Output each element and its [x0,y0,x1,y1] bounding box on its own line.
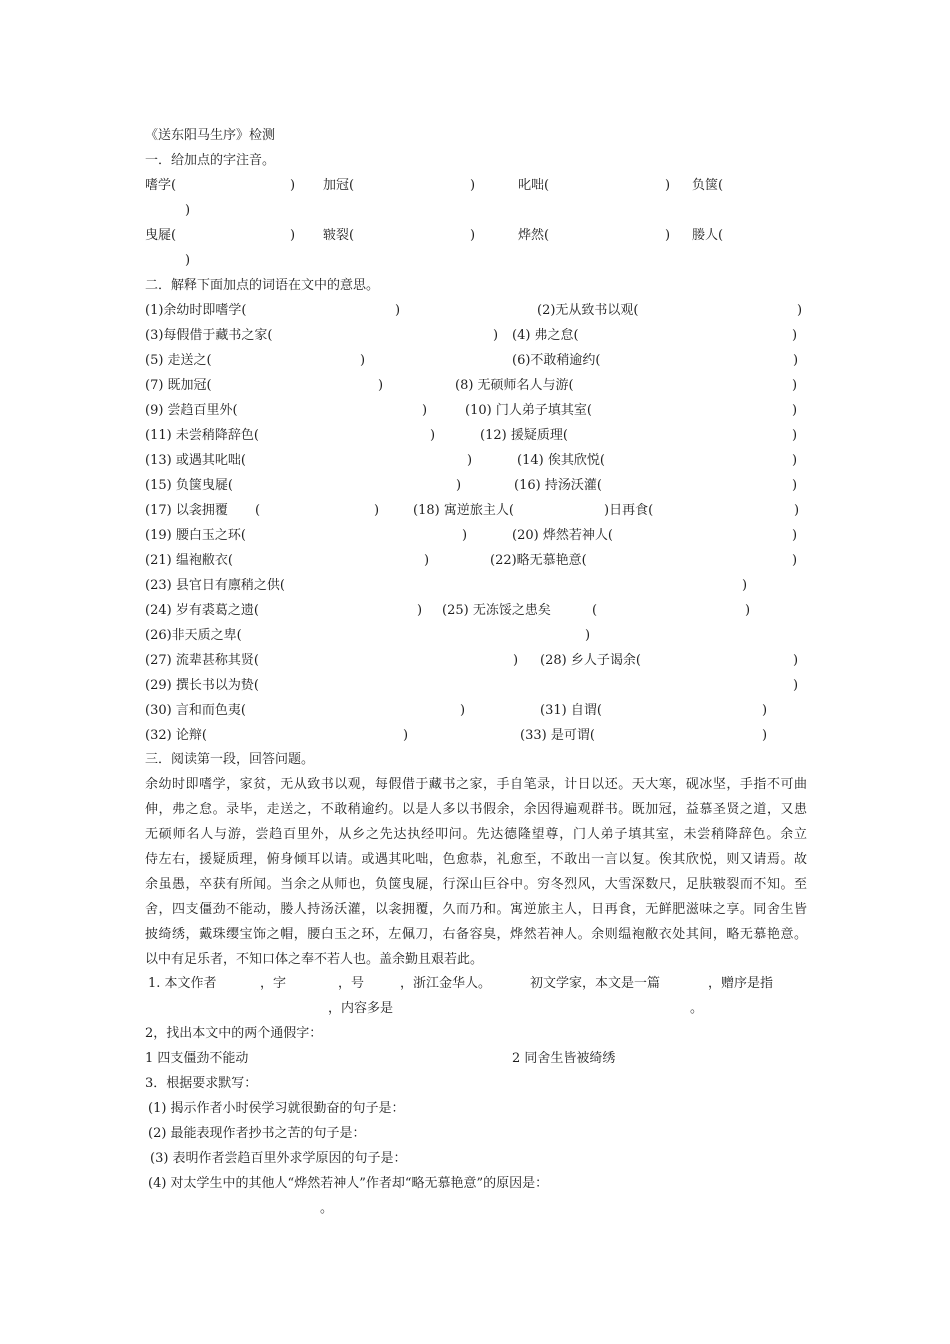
passage-line: 舍，四支僵劲不能动，媵人持汤沃灌，以衾拥覆，久而乃和。寓逆旅主人，日再食，无鲜肥滋味之享。同舍生皆 [145,902,807,917]
phonetic-blank-close: ) [665,228,671,243]
definition-row-7-seg-4: ) [792,453,798,468]
q1-origin: ，浙江金华人。 [400,976,492,991]
passage-line: 披绮绣，戴珠缨宝饰之帽，腰白玉之环，左佩刀，右备容臭，烨然若神人。余则缊袍敝衣处其间，略无慕艳意。 [145,927,807,942]
definition-row-4-seg-2: ) [378,378,384,393]
definition-row-13-seg-3: (25) 无冻馁之患矣 [442,603,551,618]
definition-row-2-seg-2: ) [493,328,499,343]
definition-row-1-seg-4: ) [797,303,803,318]
q2-heading: 2，找出本文中的两个通假字： [145,1026,323,1041]
definition-row-1-seg-3: (2)无从致书以观( [537,303,639,318]
q3-item-4: (4) 对太学生中的其他人“烨然若神人”作者却“略无慕艳意”的原因是： [148,1176,549,1191]
definition-row-6-seg-4: ) [792,428,798,443]
q3-item-3: (3) 表明作者尝趋百里外求学原因的句子是： [150,1151,407,1166]
phonetic-blank-close: ) [470,228,476,243]
section-3-heading: 三．阅读第一段，回答问题。 [145,752,315,767]
definition-row-6-seg-3: (12) 援疑质理( [480,428,568,443]
definition-row-9-seg-1: (17) 以衾拥覆 [145,503,228,518]
definition-row-18-seg-1: (32) 论辩( [145,728,207,743]
definition-row-16-seg-1: (29) 撰长书以为贽( [145,678,259,693]
definition-row-5-seg-2: ) [422,403,428,418]
definition-row-15-seg-3: (28) 乡人子谒余( [540,653,641,668]
phonetic-item-2-2: 皲裂( [323,228,355,243]
definition-row-10-seg-2: ) [462,528,468,543]
q1-genre-label: 初文学家，本文是一篇 [530,976,661,991]
definition-row-7-seg-1: (13) 或遇其叱咄( [145,453,246,468]
definition-row-17-seg-1: (30) 言和而色夷( [145,703,246,718]
definition-row-3-seg-2: ) [360,353,366,368]
definition-row-17-seg-2: ) [460,703,466,718]
definition-row-5-seg-4: ) [792,403,798,418]
definition-row-12-seg-2: ) [742,578,748,593]
q1-hao-label: ，号 [338,976,365,991]
definition-row-9-seg-5: )日再食( [604,503,654,518]
definition-row-4-seg-3: (8) 无硕师名人与游( [455,378,574,393]
definition-row-2-seg-1: (3)每假借于藏书之家( [145,328,273,343]
phonetic-blank-close: ) [185,253,191,268]
q1-end: 。 [690,1001,704,1016]
phonetic-item-2-4: 媵人( [692,228,724,243]
section-2-heading: 二．解释下面加点的词语在文中的意思。 [145,278,380,293]
passage-line: 余虽愚，卒获有所闻。当余之从师也，负箧曳屣，行深山巨谷中。穷冬烈风，大雪深数尺，足肤皲裂而不知。至 [145,877,807,892]
definition-row-7-seg-2: ) [467,453,473,468]
phonetic-blank-close: ) [665,178,671,193]
definition-row-17-seg-4: ) [762,703,768,718]
definition-row-11-seg-3: (22)略无慕艳意( [490,553,587,568]
definition-row-6-seg-2: ) [430,428,436,443]
definition-row-3-seg-4: ) [793,353,799,368]
definition-row-15-seg-4: ) [793,653,799,668]
definition-row-9-seg-6: ) [794,503,800,518]
definition-row-8-seg-4: ) [792,478,798,493]
phonetic-item-1-3: 叱咄( [518,178,550,193]
q3-item-2: (2) 最能表现作者抄书之苦的句子是： [148,1126,366,1141]
passage-line: 伸，弗之怠。录毕，走送之，不敢稍逾约。以是人多以书假余，余因得遍观群书。既加冠，益慕圣贤之道，又患 [145,802,807,817]
definition-row-14-seg-2: ) [585,628,591,643]
q3-heading: 3．根据要求默写： [145,1076,258,1091]
q3-item-1: (1) 揭示作者小时侯学习就很勤奋的句子是： [148,1101,405,1116]
phonetic-item-1-2: 加冠( [323,178,355,193]
definition-row-2-seg-3: (4) 弗之怠( [512,328,579,343]
q1-author-label: 1. 本文作者 [148,976,217,991]
definition-row-6-seg-1: (11) 未尝稍降辞色( [145,428,259,443]
definition-row-17-seg-3: (31) 自谓( [540,703,602,718]
section-1-heading: 一．给加点的字注音。 [145,153,276,168]
definition-row-10-seg-4: ) [792,528,798,543]
definition-row-11-seg-2: ) [424,553,430,568]
definition-row-10-seg-3: (20) 烨然若神人( [512,528,613,543]
phonetic-item-2-1: 曳屣( [145,228,177,243]
reading-passage [145,772,807,972]
definition-row-3-seg-1: (5) 走送之( [145,353,212,368]
definition-row-5-seg-3: (10) 门人弟子填其室( [465,403,592,418]
passage-line: 侍左右，援疑质理，俯身倾耳以请。或遇其叱咄，色愈恭，礼愈至，不敢出一言以复。俟其欣悦，则又请焉。故 [145,852,807,867]
phonetic-item-1-4: 负箧( [692,178,724,193]
definition-row-14-seg-1: (26)非天质之卑( [145,628,242,643]
definition-row-13-seg-2: ) [417,603,423,618]
passage-line: 以中有足乐者，不知口体之奉不若人也。盖余勤且艰若此。 [145,952,484,967]
q1-content-label: ，内容多是 [328,1001,394,1016]
q2-item-1: 1 四支僵劲不能动 [145,1051,249,1066]
q2-item-2: 2 同舍生皆被绮绣 [512,1051,616,1066]
definition-row-8-seg-2: ) [456,478,462,493]
definition-row-18-seg-4: ) [762,728,768,743]
definition-row-1-seg-2: ) [395,303,401,318]
definition-row-13-seg-1: (24) 岁有裘葛之遗( [145,603,259,618]
definition-row-12-seg-1: (23) 县官日有廪稍之供( [145,578,285,593]
definition-row-4-seg-1: (7) 既加冠( [145,378,212,393]
definition-row-1-seg-1: (1)余幼时即嗜学( [145,303,247,318]
definition-row-11-seg-4: ) [792,553,798,568]
definition-row-8-seg-3: (16) 持汤沃灌( [514,478,602,493]
definition-row-18-seg-2: ) [403,728,409,743]
phonetic-blank-close: ) [185,203,191,218]
phonetic-item-1-1: 嗜学( [145,178,177,193]
passage-line: 无硕师名人与游，尝趋百里外，从乡之先达执经叩问。先达德隆望尊，门人弟子填其室，未尝稍降辞色。余立 [145,827,807,842]
phonetic-blank-close: ) [290,178,296,193]
definition-row-11-seg-1: (21) 缊袍敝衣( [145,553,233,568]
definition-row-13-seg-5: ) [745,603,751,618]
passage-line: 余幼时即嗜学，家贫，无从致书以观，每假借于藏书之家，手自笔录，计日以还。天大寒，砚冰坚，手指不可曲 [145,777,807,792]
definition-row-3-seg-3: (6)不敢稍逾约( [512,353,601,368]
definition-row-9-seg-2: ( [255,503,261,518]
definition-row-9-seg-3: ) [374,503,380,518]
definition-row-15-seg-2: ) [513,653,519,668]
phonetic-blank-close: ) [290,228,296,243]
phonetic-blank-close: ) [470,178,476,193]
definition-row-5-seg-1: (9) 尝趋百里外( [145,403,238,418]
definition-row-7-seg-3: (14) 俟其欣悦( [517,453,605,468]
definition-row-13-seg-4: ( [592,603,598,618]
definition-row-18-seg-3: (33) 是可谓( [520,728,595,743]
document-title: 《送东阳马生序》检测 [145,128,276,143]
q1-zi-label: ，字 [260,976,287,991]
q1-preface-label: ，赠序是指 [708,976,774,991]
definition-row-15-seg-1: (27) 流辈甚称其贤( [145,653,259,668]
definition-row-4-seg-4: ) [792,378,798,393]
q3-end: 。 [320,1201,334,1216]
definition-row-8-seg-1: (15) 负箧曳屣( [145,478,233,493]
phonetic-item-2-3: 烨然( [518,228,550,243]
definition-row-10-seg-1: (19) 腰白玉之环( [145,528,246,543]
definition-row-9-seg-4: (18) 寓逆旅主人( [413,503,514,518]
definition-row-16-seg-2: ) [793,678,799,693]
definition-row-2-seg-4: ) [792,328,798,343]
